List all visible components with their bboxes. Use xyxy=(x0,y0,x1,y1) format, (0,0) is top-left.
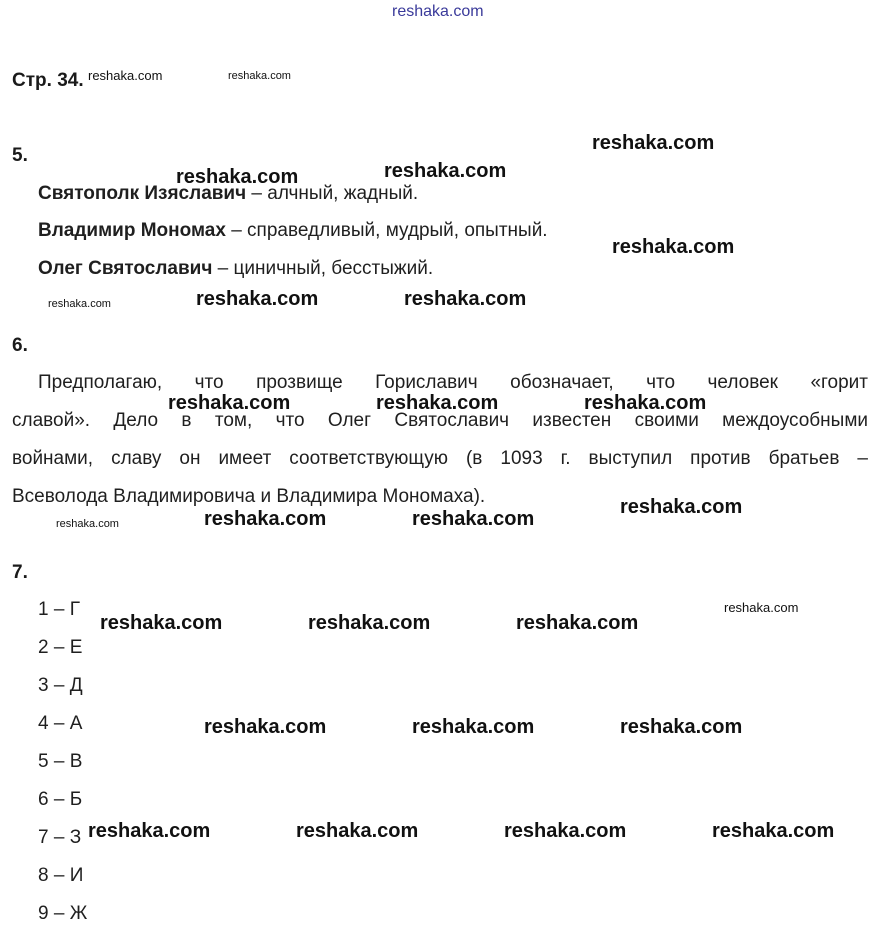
task-5-separator: – xyxy=(246,183,268,204)
task-7-number: 7. xyxy=(12,562,28,583)
task-5-item xyxy=(38,257,433,281)
watermark-top: reshaka.com xyxy=(392,3,484,20)
watermark: reshaka.com xyxy=(412,508,535,530)
task-5-separator: – xyxy=(212,258,234,279)
task-7-answer: 2 – Е xyxy=(38,637,83,658)
task-7-answer: 7 – З xyxy=(38,827,82,848)
task-5-description: справедливый, мудрый, опытный. xyxy=(247,220,548,241)
watermark: reshaka.com xyxy=(196,288,319,310)
watermark: reshaka.com xyxy=(176,166,299,188)
task-7-answer: 3 – Д xyxy=(38,675,83,696)
watermark: reshaka.com xyxy=(592,132,715,154)
task-7-answer: 8 – И xyxy=(38,865,84,886)
watermark: reshaka.com xyxy=(612,236,735,258)
watermark: reshaka.com xyxy=(404,288,527,310)
watermark: reshaka.com xyxy=(100,612,223,634)
watermark: reshaka.com xyxy=(384,160,507,182)
watermark: reshaka.com xyxy=(504,820,627,842)
task-6-line: славой». Дело в том, что Олег Святославич известен своими междоусобными xyxy=(12,410,868,431)
watermark: reshaka.com xyxy=(204,508,327,530)
watermark: reshaka.com xyxy=(412,716,535,738)
watermark-small: reshaka.com xyxy=(88,68,163,83)
task-6-line: Всеволода Владимировича и Владимира Мономаха). xyxy=(12,486,486,507)
task-6-line: Предполагаю, что прозвище Гориславич обозначает, что человек «горит xyxy=(38,372,868,393)
task-5-item xyxy=(38,219,548,243)
task-5-number: 5. xyxy=(12,145,28,166)
task-5-term: Святополк Изяславич xyxy=(38,183,247,204)
watermark-small: reshaka.com xyxy=(48,298,111,310)
watermark: reshaka.com xyxy=(296,820,419,842)
watermark: reshaka.com xyxy=(88,820,211,842)
watermark: reshaka.com xyxy=(308,612,431,634)
watermark: reshaka.com xyxy=(376,392,499,414)
watermark: reshaka.com xyxy=(620,716,743,738)
watermark: reshaka.com xyxy=(168,392,291,414)
task-5-term: Владимир Мономах xyxy=(38,220,226,241)
page-label: Стр. 34. xyxy=(12,70,84,91)
task-5-description: алчный, жадный. xyxy=(267,183,419,204)
task-7-answer: 6 – Б xyxy=(38,789,83,810)
watermark: reshaka.com xyxy=(584,392,707,414)
watermark-small: reshaka.com xyxy=(724,600,799,615)
watermark-small: reshaka.com xyxy=(56,518,119,530)
task-6-number: 6. xyxy=(12,335,28,356)
task-7-answer: 1 – Г xyxy=(38,599,80,620)
task-5-term: Олег Святославич xyxy=(38,258,213,279)
watermark: reshaka.com xyxy=(712,820,835,842)
watermark: reshaka.com xyxy=(204,716,327,738)
watermark: reshaka.com xyxy=(620,496,743,518)
watermark-small: reshaka.com xyxy=(228,70,291,82)
task-5-separator: – xyxy=(225,220,248,241)
task-7-answer: 9 – Ж xyxy=(38,903,88,924)
task-6-line: войнами, славу он имеет соответствующую (в 1093 г. выступил против братьев – xyxy=(12,448,868,469)
task-7-answer: 5 – В xyxy=(38,751,83,772)
watermark: reshaka.com xyxy=(516,612,639,634)
task-5-description: циничный, бесстыжий. xyxy=(233,258,434,279)
task-7-answer: 4 – А xyxy=(38,713,83,734)
